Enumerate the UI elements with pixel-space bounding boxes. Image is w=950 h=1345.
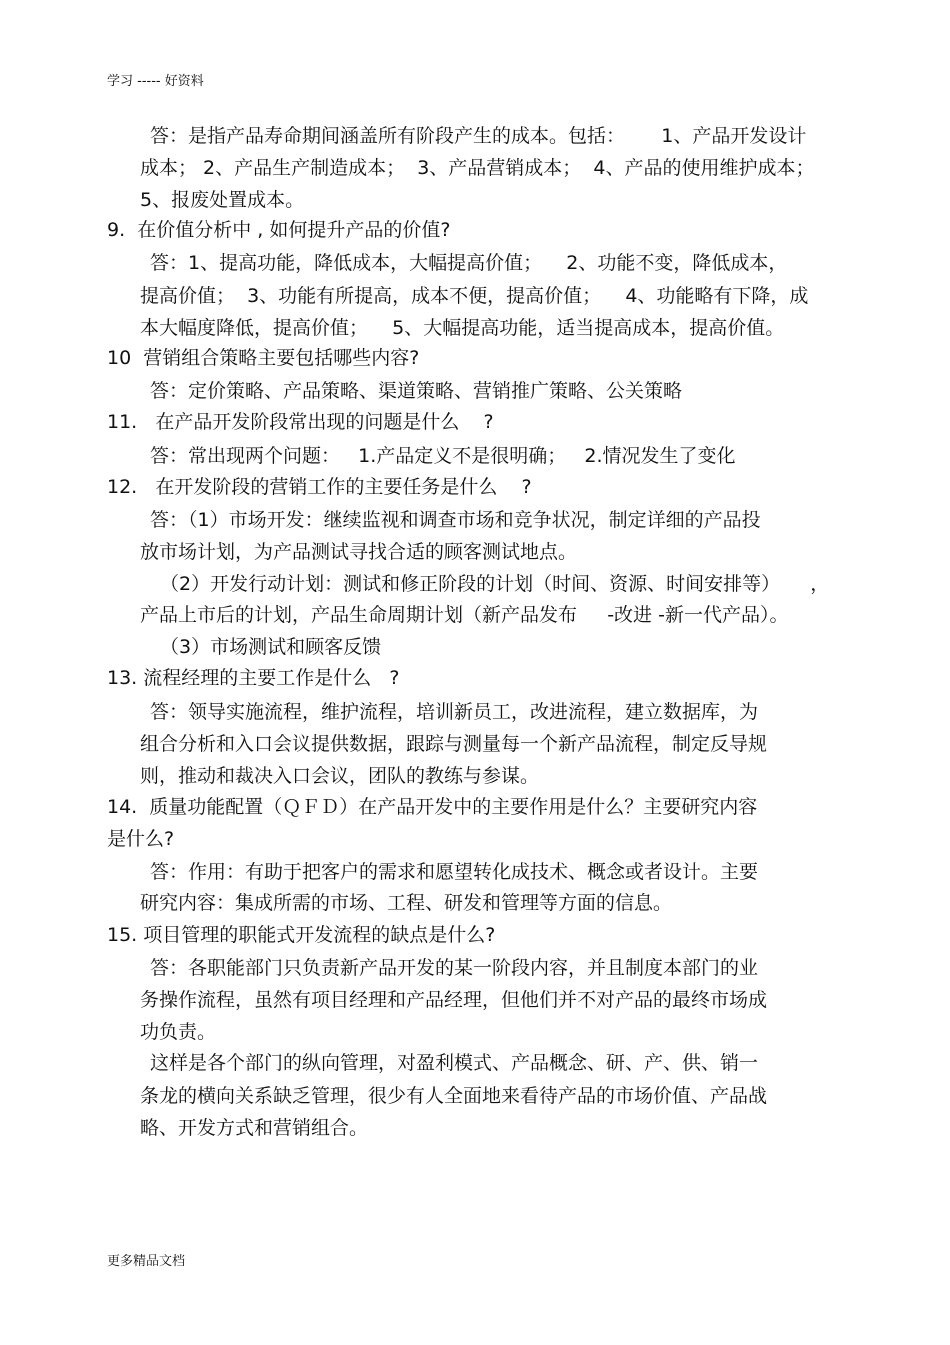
answer-line: 5、报废处置成本。 — [140, 189, 305, 211]
answer-line: 这样是各个部门的纵向管理，对盈利模式、产品概念、研、产、供、销一 — [150, 1052, 759, 1074]
answer-line: 功负责。 — [140, 1021, 217, 1043]
answer-line: 答：各职能部门只负责新产品开发的某一阶段内容，并且制度本部门的业 — [150, 957, 759, 979]
answer-line: 答：常出现两个问题： 1.产品定义不是很明确； 2.情况发生了变化 — [150, 445, 736, 467]
answer-line: 务操作流程，虽然有项目经理和产品经理，但他们并不对产品的最终市场成 — [140, 989, 768, 1011]
answer-line: 条龙的横向关系缺乏管理，很少有人全面地来看待产品的市场价值、产品战 — [140, 1085, 768, 1107]
answer-line: （2）开发行动计划：测试和修正阶段的计划（时间、资源、时间安排等） ， — [160, 573, 830, 595]
answer-line: 本大幅度降低，提高价值； 5、大幅提高功能，适当提高成本，提高价值。 — [140, 317, 785, 339]
answer-line: 组合分析和入口会议提供数据，跟踪与测量每一个新产品流程，制定反导规 — [140, 733, 768, 755]
answer-line: 答：1、提高功能，降低成本，大幅提高价值； 2、功能不变，降低成本， — [150, 252, 788, 274]
question-line: 15. 项目管理的职能式开发流程的缺点是什么? — [107, 924, 496, 946]
answer-line: 则，推动和裁决入口会议，团队的教练与参谋。 — [140, 765, 540, 787]
answer-line: 答：作用：有助于把客户的需求和愿望转化成技术、概念或者设计。主要 — [150, 861, 759, 883]
answer-line: 研究内容：集成所需的市场、工程、研发和管理等方面的信息。 — [140, 892, 673, 914]
question-line: 11. 在产品开发阶段常出现的问题是什么 ? — [107, 411, 494, 433]
answer-line: 答：（1）市场开发：继续监视和调查市场和竞争状况，制定详细的产品投 — [150, 509, 761, 531]
page-footer: 更多精品文档 — [107, 1254, 186, 1269]
question-line: 12. 在开发阶段的营销工作的主要任务是什么 ? — [107, 476, 532, 498]
answer-line: 略、开发方式和营销组合。 — [140, 1117, 369, 1139]
answer-line: 提高价值； 3、功能有所提高，成本不便，提高价值； 4、功能略有下降，成 — [140, 285, 809, 307]
answer-line: 产品上市后的计划，产品生命周期计划（新产品发布 -改进 -新一代产品）。 — [140, 604, 789, 626]
answer-line: （3）市场测试和顾客反馈 — [160, 636, 382, 658]
question-line: 13. 流程经理的主要工作是什么 ? — [107, 667, 400, 689]
question-line: 14. 质量功能配置（ＱＦＤ）在产品开发中的主要作用是什么？主要研究内容 — [107, 796, 758, 818]
answer-line: 答：领导实施流程，维护流程，培训新员工，改进流程，建立数据库，为 — [150, 701, 759, 723]
question-line: 是什么? — [107, 828, 175, 850]
answer-line: 答：是指产品寿命期间涵盖所有阶段产生的成本。包括： 1、产品开发设计 — [150, 125, 807, 147]
question-line: 9. 在价值分析中 , 如何提升产品的价值? — [107, 219, 451, 241]
question-line: 10 营销组合策略主要包括哪些内容? — [107, 347, 420, 369]
page-header: 学习 ----- 好资料 — [107, 74, 204, 89]
answer-line: 答：定价策略、产品策略、渠道策略、营销推广策略、公关策略 — [150, 380, 683, 402]
answer-line: 放市场计划，为产品测试寻找合适的顾客测试地点。 — [140, 541, 578, 563]
answer-line: 成本； 2、产品生产制造成本； 3、产品营销成本； 4、产品的使用维护成本； — [140, 157, 815, 179]
